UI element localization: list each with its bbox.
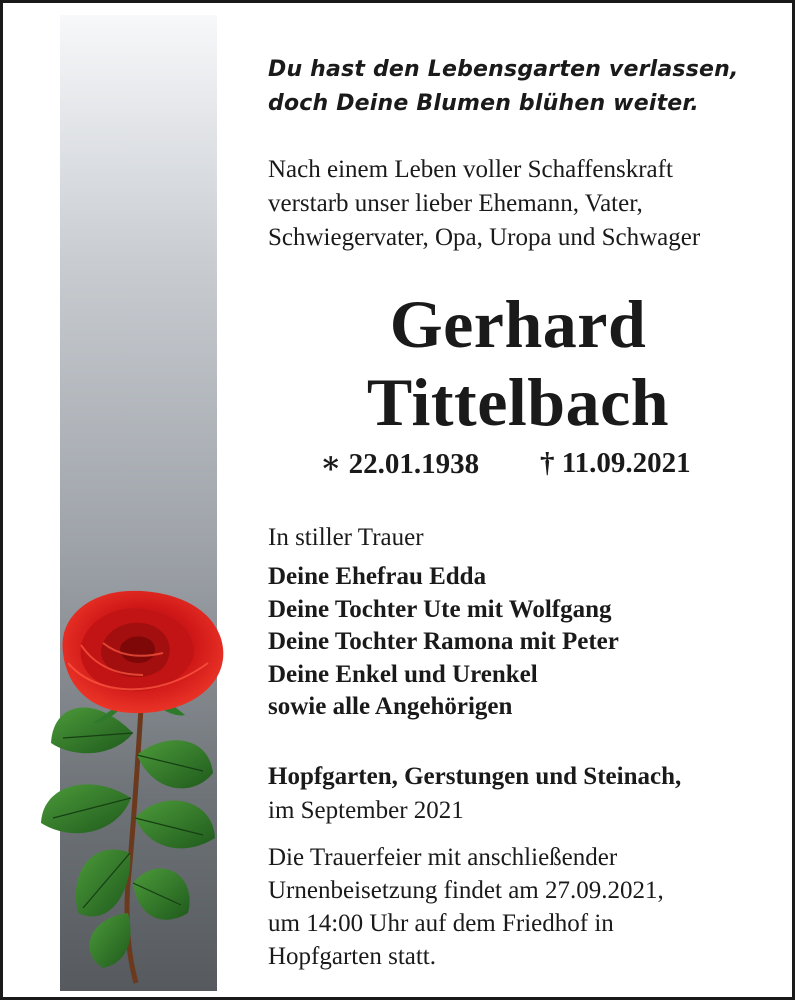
ceremony-line: um 14:00 Uhr auf dem Friedhof in xyxy=(268,910,614,937)
first-name: Gerhard xyxy=(389,286,647,362)
intro-line: verstarb unser lieber Ehemann, Vater, xyxy=(268,190,643,217)
motto-line: doch Deine Blumen blühen weiter. xyxy=(268,91,699,116)
death-date: 11.09.2021 xyxy=(561,447,691,479)
birth-date: 22.01.1938 xyxy=(348,448,480,480)
mourner-item: sowie alle Angehörigen xyxy=(268,693,513,720)
intro-text xyxy=(268,153,768,255)
mourning-label: In stiller Trauer xyxy=(268,524,424,551)
month-year: im September 2021 xyxy=(268,797,464,824)
mourner-item: Deine Tochter Ramona mit Peter xyxy=(268,628,619,655)
birth-date-group xyxy=(320,443,479,484)
mourners-list xyxy=(268,561,768,724)
place-and-date xyxy=(268,760,768,828)
birth-star-icon: ∗ xyxy=(320,445,342,480)
death-date-group xyxy=(540,443,691,483)
ceremony-line: Die Trauerfeier mit anschließender xyxy=(268,844,618,871)
ceremony-line: Urnenbeisetzung findet am 27.09.2021, xyxy=(268,877,664,904)
ceremony-line: Hopfgarten statt. xyxy=(268,943,437,970)
motto xyxy=(268,53,768,121)
locations: Hopfgarten, Gerstungen und Steinach, xyxy=(268,763,682,790)
intro-line: Nach einem Leben voller Schaffenskraft xyxy=(268,156,673,183)
intro-line: Schwiegervater, Opa, Uropa und Schwager xyxy=(268,224,701,251)
mourner-item: Deine Tochter Ute mit Wolfgang xyxy=(268,595,612,623)
last-name: Tittelbach xyxy=(366,364,670,440)
mourner-item: Deine Ehefrau Edda xyxy=(268,563,487,590)
death-cross-icon: † xyxy=(540,447,555,479)
ceremony-info xyxy=(268,841,768,973)
deceased-name xyxy=(268,285,768,441)
motto-line: Du hast den Lebensgarten verlassen, xyxy=(268,57,739,82)
rose-image xyxy=(33,583,243,993)
mourner-item: Deine Enkel und Urenkel xyxy=(268,660,538,688)
